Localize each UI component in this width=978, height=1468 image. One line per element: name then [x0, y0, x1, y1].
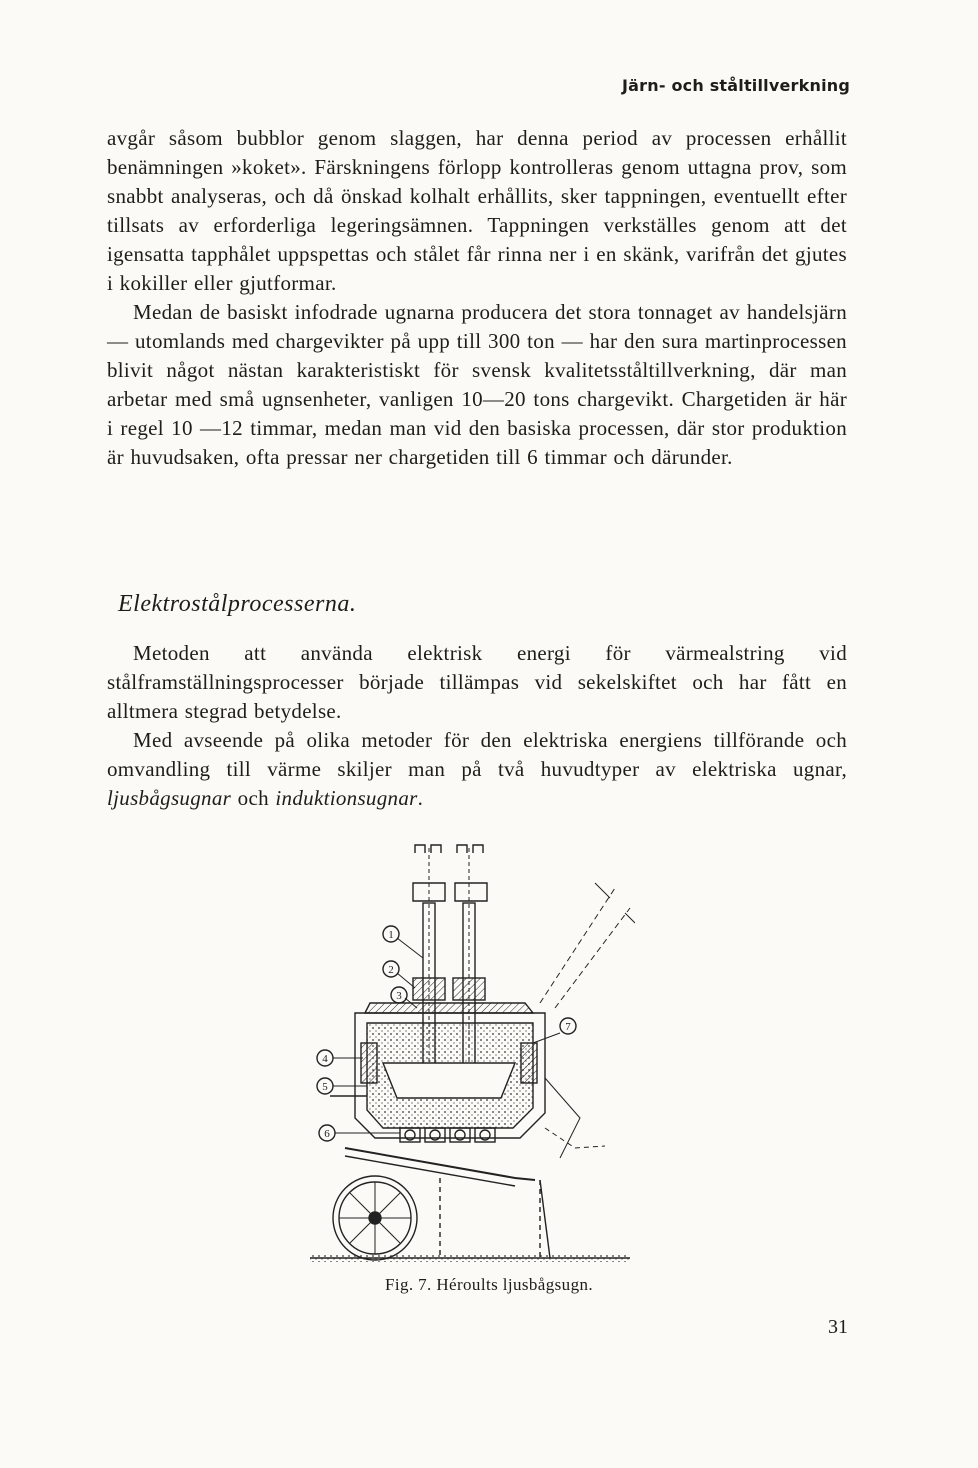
- figure-caption: Fig. 7. Héroults ljusbågsugn.: [384, 1275, 594, 1294]
- figure-label-5: 5: [322, 1081, 328, 1093]
- paragraph-1: avgår såsom bubblor genom slaggen, har denna period av processen erhållit benämningen »koket». Färskningens förlopp kontrolleras genom uttagna prov, som snabbt analyseras, och då önskad kolhalt erhållits, sker tappningen, eventuellt efter tillsats av erforderliga legeringsämnen. Tappningen verkställes genom att det igensatta tapphålet uppspettas och stålet får rinna ner i en skänk, varifrån det gjutes i kokiller eller gjutformar.: [107, 126, 847, 295]
- figure-label-3: 3: [396, 990, 402, 1002]
- emphasis-induktionsugnar: induktionsugnar: [275, 786, 418, 810]
- furnace-drawing: [305, 828, 635, 1268]
- figure-label-2: 2: [388, 964, 394, 976]
- figure-label-7: 7: [565, 1021, 571, 1033]
- figure-label-6: 6: [324, 1128, 330, 1140]
- figure-heroult-furnace: [305, 828, 635, 1268]
- emphasis-ljusbagsugnar: ljusbågsugnar: [107, 786, 232, 810]
- page-number: 31: [828, 1316, 848, 1338]
- paragraph-4-text-b: och: [231, 786, 276, 810]
- section-heading: Elektrostålprocesserna.: [118, 591, 357, 617]
- paragraph-3: Metoden att använda elektrisk energi för värmealstring vid stålframställningsprocesser började tillämpas vid sekelskiftet och har fått en alltmera stegrad betydelse.: [107, 641, 847, 723]
- paragraph-2: Medan de basiskt infodrade ugnarna producera det stora tonnaget av handelsjärn — utomlands med chargevikter på upp till 300 ton — har den sura martinprocessen blivit något nästan karakteristiskt för svensk kvalitetsståltillverkning, där man arbetar med små ugnsenheter, vanligen 10—20 tons chargevikt. Chargetiden är här i regel 10 —12 timmar, medan man vid den basiska processen, där stor produktion är huvudsaken, ofta pressar ner chargetiden till 6 timmar och därunder.: [107, 300, 847, 469]
- paragraph-4-text-a: Med avseende på olika metoder för den elektriska energiens tillförande och omvandling till värme skiljer man på två huvudtyper av elektriska ugnar,: [107, 728, 847, 781]
- figure-label-4: 4: [322, 1053, 328, 1065]
- paragraph-4: [107, 726, 847, 813]
- body-text-block-1: [107, 124, 847, 472]
- figure-label-1: 1: [388, 929, 394, 941]
- running-head: Järn- och ståltillverkning: [622, 76, 850, 95]
- paragraph-4-text-c: .: [417, 786, 424, 810]
- body-text-block-2: [107, 639, 847, 813]
